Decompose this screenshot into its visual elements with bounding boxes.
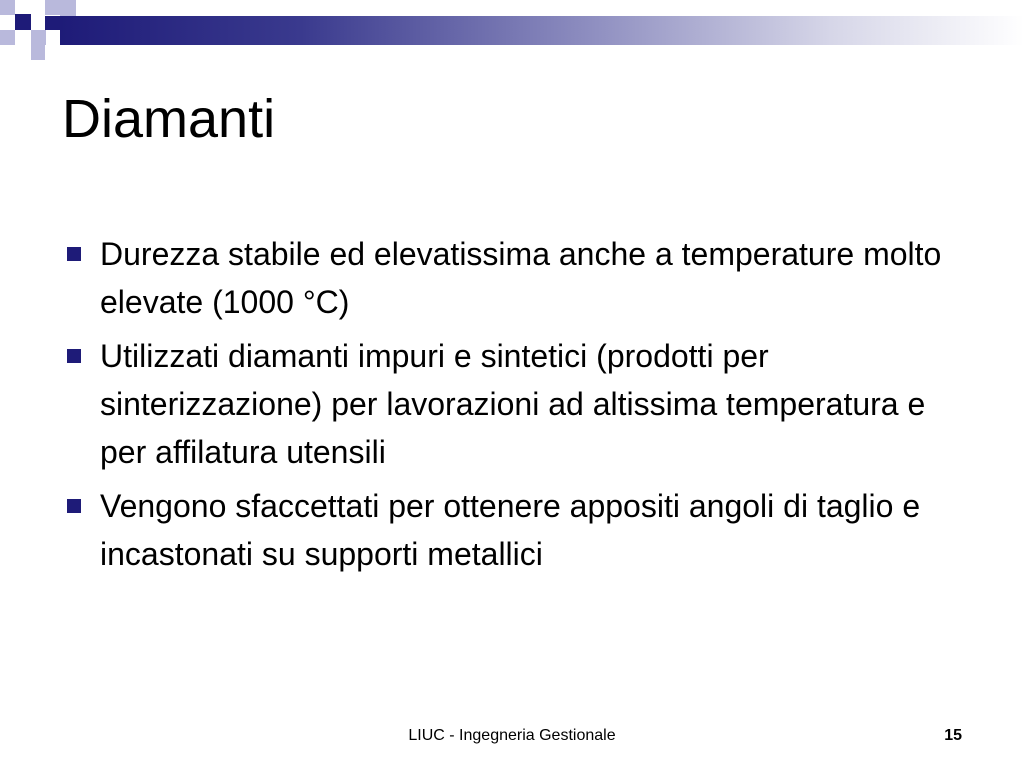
decor-square	[0, 30, 15, 45]
decor-square	[60, 0, 76, 16]
decor-square	[0, 0, 15, 15]
decor-square	[31, 45, 45, 60]
page-number: 15	[944, 727, 962, 744]
decor-square	[45, 16, 60, 30]
header-gradient-band	[60, 16, 1024, 45]
square-bullet-icon	[67, 499, 81, 513]
decor-square	[45, 0, 60, 15]
footer-text: LIUC - Ingegneria Gestionale	[408, 727, 616, 744]
decor-square	[15, 14, 31, 30]
bullet-text: Utilizzati diamanti impuri e sintetici (prodotti per sinterizzazione) per lavorazioni ad altissima temperatura e per affilatura utensili	[100, 338, 926, 470]
bullet-list	[62, 230, 962, 584]
slide-title: Diamanti	[62, 89, 276, 149]
square-bullet-icon	[67, 247, 81, 261]
bullet-item	[62, 230, 962, 326]
bullet-item	[62, 482, 962, 578]
square-bullet-icon	[67, 349, 81, 363]
bullet-text: Durezza stabile ed elevatissima anche a temperature molto elevate (1000 °C)	[100, 236, 942, 320]
bullet-item	[62, 332, 962, 476]
decor-square	[31, 30, 46, 45]
bullet-text: Vengono sfaccettati per ottenere appositi angoli di taglio e incastonati su supporti metallici	[100, 488, 921, 572]
